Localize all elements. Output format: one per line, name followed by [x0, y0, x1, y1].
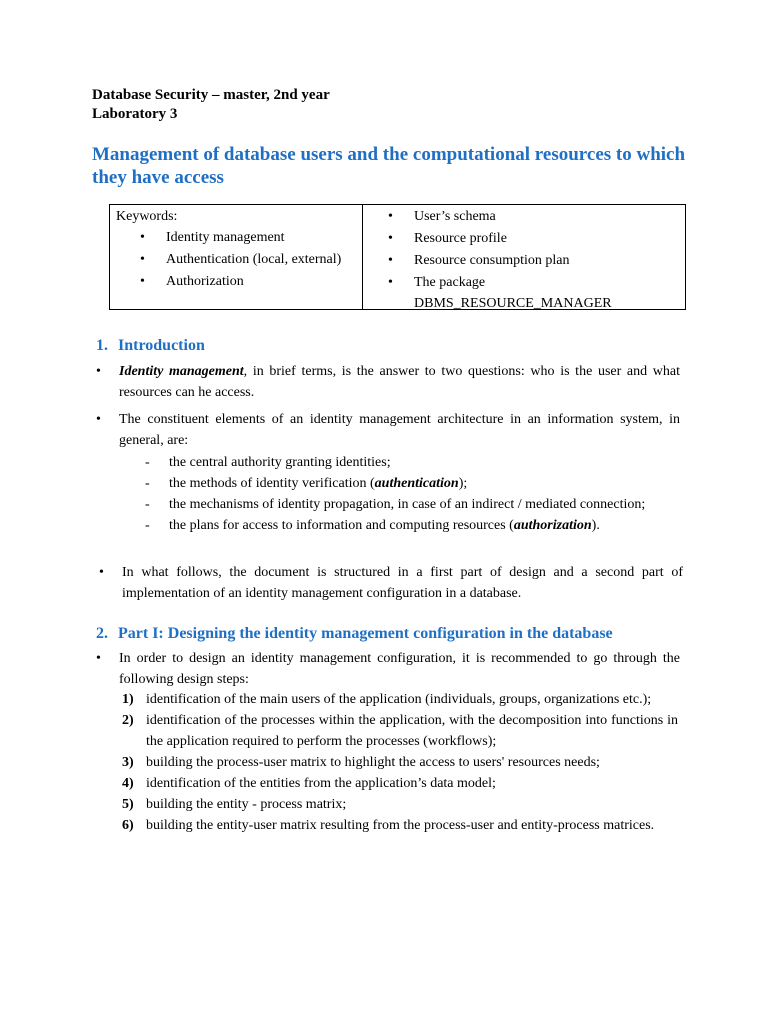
bullet-icon: •	[140, 274, 145, 289]
course-title: Database Security – master, 2nd year	[92, 87, 330, 103]
list-item: • Authorization	[140, 271, 341, 293]
keywords-table	[109, 204, 686, 310]
architecture-elements-list	[145, 452, 685, 536]
list-item: 5) building the entity - process matrix;	[122, 797, 347, 812]
list-item: 4) identification of the entities from the application’s data model;	[122, 776, 496, 791]
list-item: • The package DBMS_RESOURCE_MANAGER	[388, 272, 678, 314]
intro-paragraph-1: • Identity management, in brief terms, is the answer to two questions: who is the user and what resources can he access.	[96, 361, 680, 403]
list-item: • Resource profile	[388, 228, 678, 250]
list-item: - the plans for access to information and computing resources (authorization).	[145, 518, 600, 533]
list-item: • Identity management	[140, 227, 341, 249]
document-title: Management of database users and the computational resources to which they have access	[92, 144, 686, 188]
intro-paragraph-2: • The constituent elements of an identity management architecture in an information system, in general, are:	[96, 409, 680, 451]
bullet-icon: •	[388, 209, 393, 224]
list-item: - the methods of identity verification (authentication);	[145, 476, 468, 491]
section-heading-introduction: 1. Introduction	[96, 337, 205, 354]
table-divider	[362, 205, 363, 309]
list-item: 3) building the process-user matrix to highlight the access to users' resources needs;	[122, 755, 600, 770]
bullet-icon: •	[388, 253, 393, 268]
keywords-left-column	[140, 227, 341, 293]
list-item: • Resource consumption plan	[388, 250, 678, 272]
design-steps-list	[122, 689, 678, 836]
section-heading-part-one: 2. Part I: Designing the identity management configuration in the database	[96, 625, 613, 642]
keywords-right-column	[388, 206, 678, 314]
bullet-icon: •	[99, 565, 104, 580]
keywords-label: Keywords:	[116, 209, 178, 224]
bullet-icon: •	[388, 275, 393, 290]
list-item: - the mechanisms of identity propagation, in case of an indirect / mediated connection;	[145, 497, 646, 512]
bullet-icon: •	[388, 231, 393, 246]
bullet-icon: •	[96, 412, 101, 427]
list-item: • Authentication (local, external)	[140, 249, 341, 271]
bullet-icon: •	[140, 230, 145, 245]
list-item: • User’s schema	[388, 206, 678, 228]
intro-paragraph-3: • In what follows, the document is structured in a first part of design and a second part of implementation of an identity management configuration in a database.	[99, 562, 683, 604]
bullet-icon: •	[140, 252, 145, 267]
bullet-icon: •	[96, 364, 101, 379]
list-item: - the central authority granting identities;	[145, 455, 391, 470]
lab-number: Laboratory 3	[92, 106, 178, 122]
list-item: 2) identification of the processes within the application, with the decomposition into functions in the application required to perform the processes (workflows);	[122, 713, 678, 749]
bullet-icon: •	[96, 651, 101, 666]
design-intro-paragraph: • In order to design an identity management configuration, it is recommended to go through the following design steps:	[96, 648, 680, 690]
list-item: 6) building the entity-user matrix resulting from the process-user and entity-process matrices.	[122, 818, 655, 833]
list-item: 1) identification of the main users of the application (individuals, groups, organizations etc.);	[122, 692, 652, 707]
course-header	[92, 86, 330, 124]
